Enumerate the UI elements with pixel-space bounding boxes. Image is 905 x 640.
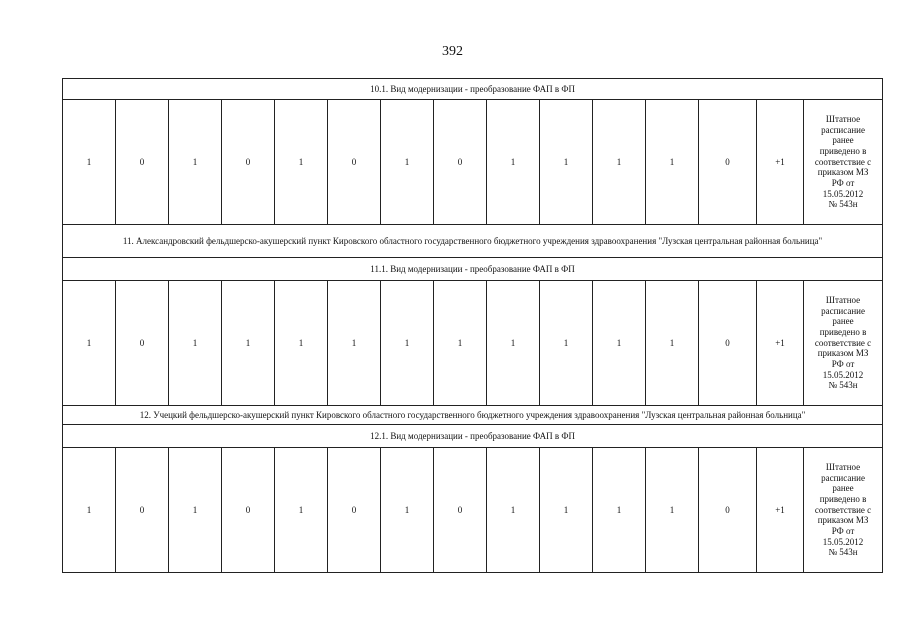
table-cell: 1 [63,100,116,225]
note-line: РФ от [831,358,855,369]
table-row [63,448,883,573]
section-header: 11. Александровский фельдшерско-акушерский пункт Кировского областного государственного бюджетного учреждения здравоохранения "Лузская центральная районная больница" [63,225,883,258]
table-cell: 1 [487,100,540,225]
table-cell: 0 [434,448,487,573]
note-line: РФ от [831,177,855,188]
section-header: 12. Учецкий фельдшерско-акушерский пункт Кировского областного государственного бюджетного учреждения здравоохранения "Лузская центральная районная больница" [63,406,883,425]
note-line: ранее [832,316,854,327]
table-cell: 1 [63,448,116,573]
table-cell: 1 [169,281,222,406]
note-line: приказом МЗ [817,167,869,178]
note-line: ранее [832,483,854,494]
page-number: 392 [442,44,463,59]
table-cell: 1 [434,281,487,406]
subsection-header: 12.1. Вид модернизации - преобразование ФАП в ФП [63,425,883,448]
note-line: расписание [821,124,865,135]
note-line: № 543н [828,547,858,558]
table-cell: 0 [116,100,169,225]
note-cell [804,448,883,573]
section-header-row [63,406,883,425]
table-cell: 0 [116,448,169,573]
table-cell: 1 [381,281,434,406]
section-header-row [63,225,883,258]
table-cell: 1 [381,100,434,225]
table-cell: 1 [593,281,646,406]
subsection-header-row [63,79,883,100]
table-cell: 0 [222,100,275,225]
table-cell: 1 [646,281,699,406]
table-cell: 1 [593,448,646,573]
note-line: 15.05.2012 [822,536,864,547]
table-cell: 1 [487,448,540,573]
table-cell: 1 [328,281,381,406]
table-cell: 1 [646,100,699,225]
table-cell: 1 [275,100,328,225]
subsection-header-row [63,258,883,281]
table-cell: 1 [540,448,593,573]
note-line: Штатное [825,462,861,473]
note-line: № 543н [828,380,858,391]
subsection-header: 11.1. Вид модернизации - преобразование ФАП в ФП [63,258,883,281]
note-line: Штатное [825,114,861,125]
note-line: ранее [832,135,854,146]
note-line: расписание [821,305,865,316]
table-cell: 1 [540,100,593,225]
table-cell: 0 [699,281,757,406]
table-cell: 0 [222,448,275,573]
staffing-table [62,78,883,573]
table-cell: 1 [593,100,646,225]
note-cell [804,100,883,225]
note-line: РФ от [831,525,855,536]
table-cell: 0 [116,281,169,406]
table-cell: 0 [699,100,757,225]
table-row [63,100,883,225]
table-cell: 0 [434,100,487,225]
table-cell: +1 [757,448,804,573]
table-cell: 1 [487,281,540,406]
note-line: № 543н [828,199,858,210]
table-cell: 1 [646,448,699,573]
note-cell [804,281,883,406]
note-line: расписание [821,472,865,483]
table-cell: 1 [169,448,222,573]
table-cell: +1 [757,100,804,225]
note-line: приведено в [819,494,867,505]
table-cell: 1 [222,281,275,406]
table-cell: 0 [328,448,381,573]
subsection-header: 10.1. Вид модернизации - преобразование ФАП в ФП [63,79,883,100]
table-row [63,281,883,406]
table-cell: 0 [699,448,757,573]
note-line: приведено в [819,327,867,338]
note-line: соответствие с [814,156,872,167]
note-line: приказом МЗ [817,348,869,359]
subsection-header-row [63,425,883,448]
note-line: 15.05.2012 [822,188,864,199]
table-cell: 0 [328,100,381,225]
note-line: соответствие с [814,337,872,348]
table-cell: +1 [757,281,804,406]
table-cell: 1 [275,448,328,573]
note-line: соответствие с [814,504,872,515]
table-cell: 1 [169,100,222,225]
note-line: Штатное [825,295,861,306]
table-cell: 1 [63,281,116,406]
note-line: 15.05.2012 [822,369,864,380]
note-line: приведено в [819,146,867,157]
table-cell: 1 [540,281,593,406]
table-cell: 1 [381,448,434,573]
table-cell: 1 [275,281,328,406]
note-line: приказом МЗ [817,515,869,526]
